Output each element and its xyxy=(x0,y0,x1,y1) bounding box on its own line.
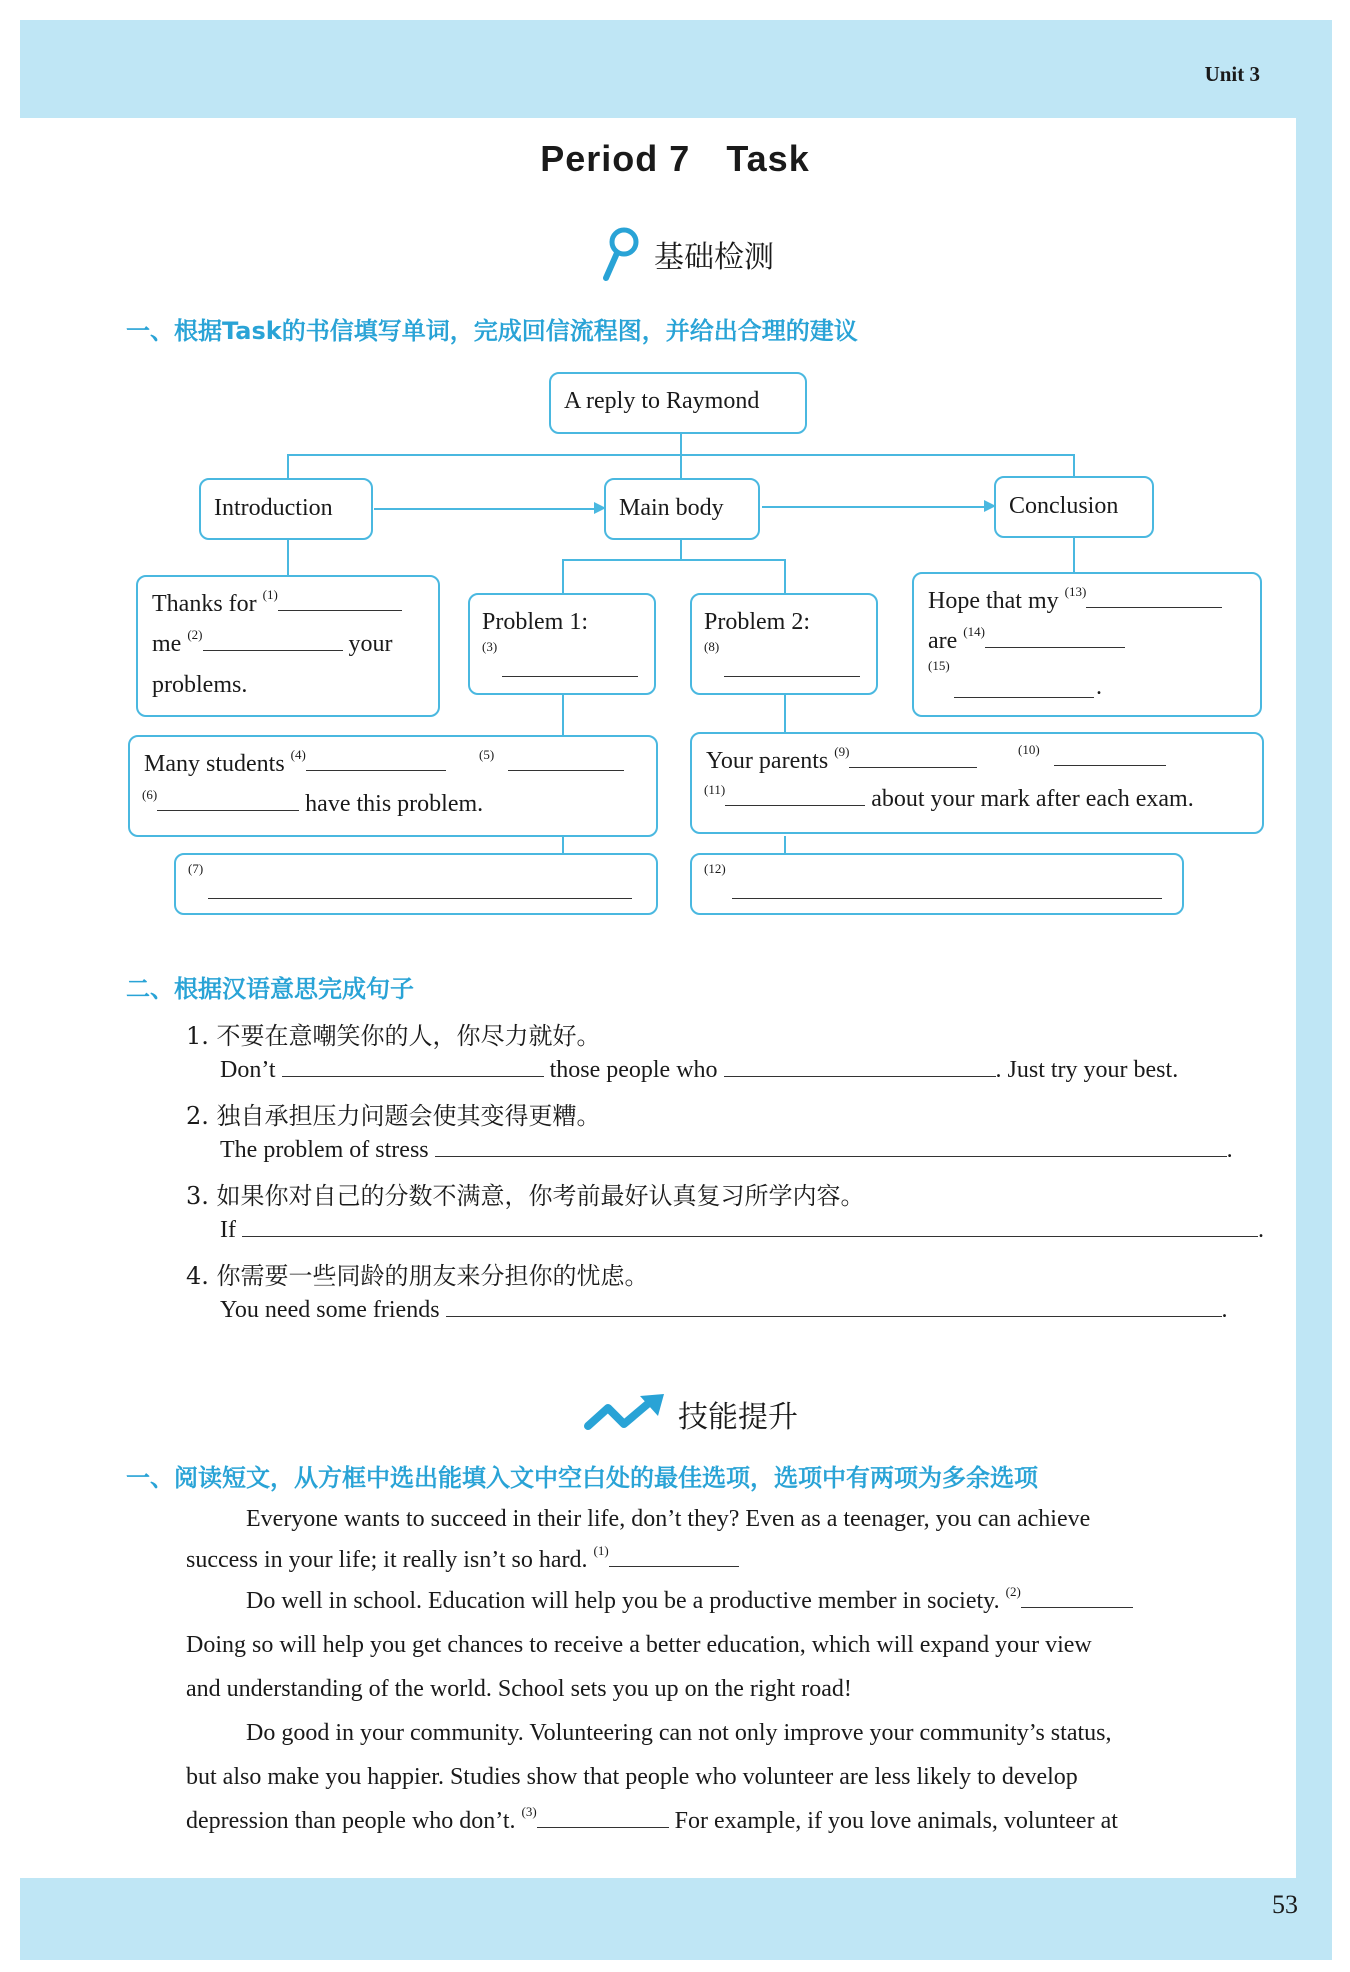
sentence-4-cn: 4. 你需要一些同龄的朋友来分担你的忧虑。 xyxy=(186,1262,649,1290)
thanks-box xyxy=(136,575,440,717)
sentence-2-blank[interactable] xyxy=(435,1155,1227,1157)
blank-1[interactable] xyxy=(278,609,402,611)
blank-11[interactable] xyxy=(725,804,865,806)
main-body-label: Main body xyxy=(619,495,724,521)
blank-8[interactable] xyxy=(724,675,860,677)
main-body-box xyxy=(604,478,760,540)
problem1-label: Problem 1: xyxy=(482,609,588,635)
unit-label: Unit 3 xyxy=(1204,62,1260,86)
sentence-4-en: You need some friends . xyxy=(220,1297,1228,1323)
root-label: A reply to Raymond xyxy=(564,388,760,414)
sentence-3-cn: 3. 如果你对自己的分数不满意，你考前最好认真复习所学内容。 xyxy=(186,1182,865,1210)
introduction-box xyxy=(199,478,373,540)
passage-number-2: (2) xyxy=(1005,1584,1021,1599)
problem2-label: Problem 2: xyxy=(704,609,810,635)
hope-box xyxy=(912,572,1262,717)
parents-text-b: about your mark after each exam. xyxy=(871,786,1194,812)
sentence-4-blank[interactable] xyxy=(446,1315,1222,1317)
thanks-text-b: me xyxy=(152,631,182,657)
blank-number-8: (8) xyxy=(704,639,720,654)
left-band-bottom xyxy=(20,1878,50,1960)
passage-p1-line1: Everyone wants to succeed in their life, don’t they? Even as a teenager, you can achieve xyxy=(246,1506,1091,1532)
blank-number-9: (9) xyxy=(834,744,850,759)
passage-p2-line2: Doing so will help you get chances to receive a better education, which will expand your view xyxy=(186,1632,1092,1658)
top-band xyxy=(20,20,1332,118)
many-text-b: have this problem. xyxy=(305,791,484,817)
section-skill-improve xyxy=(584,1392,798,1436)
parents-box xyxy=(690,732,1264,834)
blank-2[interactable] xyxy=(203,649,343,651)
section-basic-check xyxy=(600,226,774,282)
sentence-1-en: Don’t those people who . Just try your best. xyxy=(220,1057,1179,1083)
blank-number-2: (2) xyxy=(187,627,203,642)
sentence-2-en: The problem of stress . xyxy=(220,1137,1233,1163)
root-box xyxy=(549,372,807,434)
passage-number-3: (3) xyxy=(521,1804,537,1819)
passage-number-1: (1) xyxy=(593,1543,609,1558)
magnifier-icon xyxy=(600,226,642,282)
passage-p2-line1: Do well in school. Education will help you be a productive member in society. $^{(2)}$ xyxy=(246,1588,1133,1615)
blank-10[interactable] xyxy=(1054,764,1166,766)
sentence-1-blank-a[interactable] xyxy=(282,1075,544,1077)
blank-3[interactable] xyxy=(502,675,638,677)
bottom-band xyxy=(20,1878,1332,1960)
blank-number-12: (12) xyxy=(704,861,726,876)
passage-p3-line2: but also make you happier. Studies show that people who volunteer are less likely to develop xyxy=(186,1764,1078,1790)
passage-p3-line3: depression than people who don’t. $^{(3)}$ For example, if you love animals, volunteer at xyxy=(186,1804,1118,1834)
blank-6[interactable] xyxy=(157,809,299,811)
conclusion-label: Conclusion xyxy=(1009,493,1119,519)
passage-blank-2[interactable] xyxy=(1021,1606,1133,1608)
question-1-heading: 一、根据Task的书信填写单词，完成回信流程图，并给出合理的建议 xyxy=(126,317,858,345)
many-students-box xyxy=(128,735,658,837)
blank-number-10: (10) xyxy=(1018,742,1040,757)
problem1-box xyxy=(468,593,656,695)
blank-number-13: (13) xyxy=(1064,584,1087,599)
hope-text-b: are xyxy=(928,628,958,654)
thanks-text-d: problems. xyxy=(152,672,248,698)
blank-number-4: (4) xyxy=(290,747,306,762)
sentence-1-cn: 1. 不要在意嘲笑你的人，你尽力就好。 xyxy=(186,1022,601,1050)
task-title: Task xyxy=(726,138,810,179)
introduction-label: Introduction xyxy=(214,495,333,521)
parents-text-a: Your parents xyxy=(706,748,829,774)
blank-number-3: (3) xyxy=(482,639,498,654)
section-basic-check-label: 基础检测 xyxy=(654,240,774,275)
blank-12[interactable] xyxy=(732,897,1162,899)
blank-9[interactable] xyxy=(849,766,977,768)
blank-14[interactable] xyxy=(985,646,1125,648)
page-title xyxy=(0,138,1350,180)
page-number: 53 xyxy=(1272,1890,1298,1919)
question-3-heading: 一、阅读短文，从方框中选出能填入文中空白处的最佳选项，选项中有两项为多余选项 xyxy=(126,1464,1038,1492)
trend-arrow-icon xyxy=(584,1392,666,1436)
passage-p3-line1: Do good in your community. Volunteering can not only improve your community’s status, xyxy=(246,1720,1112,1746)
blank-number-15: (15) xyxy=(928,658,950,673)
blank-15[interactable] xyxy=(954,696,1094,698)
section-skill-improve-label: 技能提升 xyxy=(678,1400,798,1435)
blank-number-7: (7) xyxy=(188,861,204,876)
blank-number-1: (1) xyxy=(262,587,278,602)
blank-number-5: (5) xyxy=(479,747,495,762)
blank-4[interactable] xyxy=(306,769,446,771)
advice-box-7 xyxy=(174,853,658,915)
hope-end: . xyxy=(1096,674,1102,700)
problem2-box xyxy=(690,593,878,695)
passage-p1-line2: success in your life; it really isn’t so hard. $^{(1)}$ xyxy=(186,1547,739,1574)
passage-blank-3[interactable] xyxy=(537,1826,669,1828)
blank-number-6: (6) xyxy=(142,787,158,802)
period-title: Period 7 xyxy=(540,138,691,179)
blank-7[interactable] xyxy=(208,897,632,899)
sentence-1-blank-b[interactable] xyxy=(724,1075,996,1077)
sentence-3-en: If . xyxy=(220,1217,1264,1243)
many-text-a: Many students xyxy=(144,751,285,777)
passage-blank-1[interactable] xyxy=(609,1565,739,1567)
conclusion-box xyxy=(994,476,1154,538)
blank-number-11: (11) xyxy=(704,782,726,797)
thanks-text-c: your xyxy=(348,631,393,657)
hope-text-a: Hope that my xyxy=(928,588,1059,614)
passage-p2-line3: and understanding of the world. School sets you up on the right road! xyxy=(186,1676,852,1702)
blank-13[interactable] xyxy=(1086,606,1222,608)
blank-number-14: (14) xyxy=(963,624,985,639)
sentence-3-blank[interactable] xyxy=(242,1235,1258,1237)
blank-5[interactable] xyxy=(508,769,624,771)
thanks-text-a: Thanks for xyxy=(152,591,257,617)
right-band xyxy=(1296,20,1332,1900)
advice-box-12 xyxy=(690,853,1184,915)
question-2-heading: 二、根据汉语意思完成句子 xyxy=(126,975,414,1003)
sentence-2-cn: 2. 独自承担压力问题会使其变得更糟。 xyxy=(186,1102,601,1130)
